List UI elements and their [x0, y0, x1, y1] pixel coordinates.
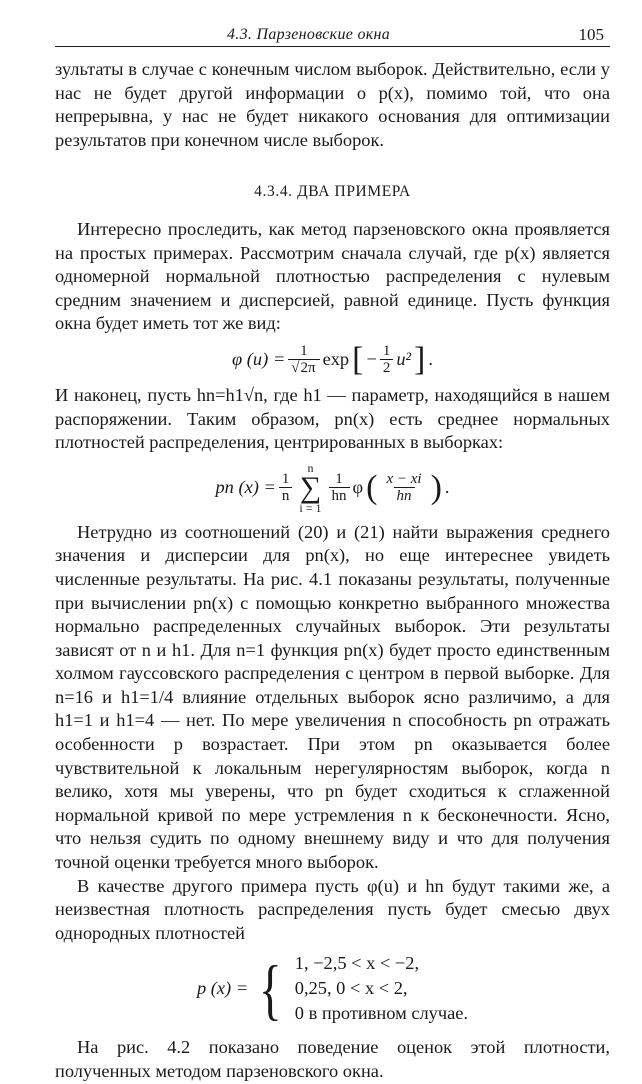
equation-mixture-density	[55, 951, 610, 1026]
left-brace: {	[259, 950, 282, 1027]
eq2-lhs: pn (x) =	[215, 476, 276, 497]
eq2-argument	[383, 471, 424, 504]
eq2-sum-upper: n	[307, 460, 314, 475]
eq1-open-bracket: [	[352, 340, 364, 378]
eq2-inner-den: hn	[329, 487, 350, 504]
equation-parzen-estimate	[55, 462, 610, 514]
eq3-case: 0 в противном случае.	[294, 1003, 469, 1024]
eq3-case: 1, −2,5 < x < −2,	[294, 953, 420, 974]
eq2-open-paren: (	[366, 468, 378, 506]
paragraph-numerical-results: Нетрудно из соотношений (20) и (21) найти выражения среднего значения и дисперсии для pn(x), но еще интереснее увидеть численные результаты. На рис. 4.1 показаны результаты, полученные при вычислении pn(x) с помощью конкретно выбранного множества нормально распределенных случайных выборок. Эти результаты зависят от n и h1. Для n=1 функция pn(x) будет просто единственным холмом гауссовского распределения с центром в первой выборке. Для n=16 и h1=1/4 влияние отдельных выборок ясно различимо, а для h1=1 и h1=4 — нет. По мере увеличения n способность pn отражать особенности p возрастает. При этом pn оказывается более чувствительной к локальным нерегулярностям выборок, когда n велико, хотя мы уверены, что pn будет сходиться к сглаженной нормальной кривой по мере устремления n к бесконечности. Ясно, что нельзя судить по одному внешнему виду и что для получения точной оценки требуется много выборок.	[55, 521, 610, 873]
eq2-fraction	[279, 471, 293, 504]
page-number: 105	[578, 25, 604, 44]
eq1-tail: .	[428, 349, 433, 370]
paragraph-hn-definition: И наконец, пусть hn=h1√n, где h1 — параметр, находящийся в нашем распоряжении. Таким образом, pn(x) есть среднее нормальных плотностей распределения, центрированных в выборках:	[55, 384, 610, 453]
eq2-sum	[299, 462, 321, 514]
paragraph-figure-reference: На рис. 4.2 показано поведение оценок этой плотности, полученных методом парзеновского окна.	[55, 1037, 610, 1081]
eq2-frac-den: n	[279, 487, 293, 504]
eq1-exp: exp	[322, 349, 350, 370]
eq3-case: 0,25, 0 < x < 2,	[294, 978, 408, 999]
page-header	[55, 24, 610, 47]
eq1-coefficient	[288, 343, 319, 376]
eq2-frac-num: 1	[281, 471, 290, 488]
eq2-arg-den: hn	[394, 487, 415, 504]
page-body	[55, 58, 610, 1084]
eq1-arg: u²	[396, 349, 412, 370]
eq1-minus: −	[366, 349, 377, 370]
eq1-half-num: 1	[382, 343, 391, 360]
eq2-close-paren: )	[430, 468, 442, 506]
equation-window-function	[55, 340, 610, 378]
eq1-half-den: 2	[380, 359, 394, 376]
eq1-coef-radicand: 2π	[300, 360, 316, 377]
eq2-inner-fraction	[329, 471, 350, 504]
eq2-tail: .	[444, 476, 450, 497]
eq1-close-bracket: ]	[414, 340, 426, 378]
sigma-symbol: ∑	[299, 470, 322, 504]
paragraph-continuation: зультаты в случае с конечным числом выборок. Действительно, если у нас не будет другой информации о p(x), помимо той, что она непрерывна, у нас не будет никакого основания для оптимизации результатов при конечном числе выборок.	[55, 59, 610, 150]
eq2-arg-num: x − xi	[386, 471, 422, 488]
eq3-case-list	[295, 951, 468, 1026]
eq3-lhs: p (x) =	[196, 978, 249, 999]
paragraph-intro-examples: Интересно проследить, как метод парзеновского окна проявляется на простых примерах. Рассмотрим сначала случай, где p(x) является одномерной нормальной плотностью распределения с нулевым средним значением и дисперсией, равной единице. Пусть функция окна будет иметь тот же вид:	[55, 218, 610, 334]
eq1-lhs: φ (u) =	[232, 349, 286, 370]
eq1-coef-den: √2π	[288, 359, 319, 376]
section-heading: 4.3.4. ДВА ПРИМЕРА	[254, 183, 411, 201]
eq2-phi: φ	[352, 476, 364, 497]
eq2-inner-num: 1	[335, 471, 343, 488]
eq1-coef-num: 1	[300, 343, 308, 360]
eq2-sum-lower: i = 1	[299, 500, 322, 515]
paragraph-second-example: В качестве другого примера пусть φ(u) и hn будут такими же, а неизвестная плотность распределения пусть будет смесью двух однородных плотностей	[55, 875, 610, 943]
eq1-half	[380, 343, 394, 376]
running-title: 4.3. Парзеновские окна	[227, 26, 391, 43]
